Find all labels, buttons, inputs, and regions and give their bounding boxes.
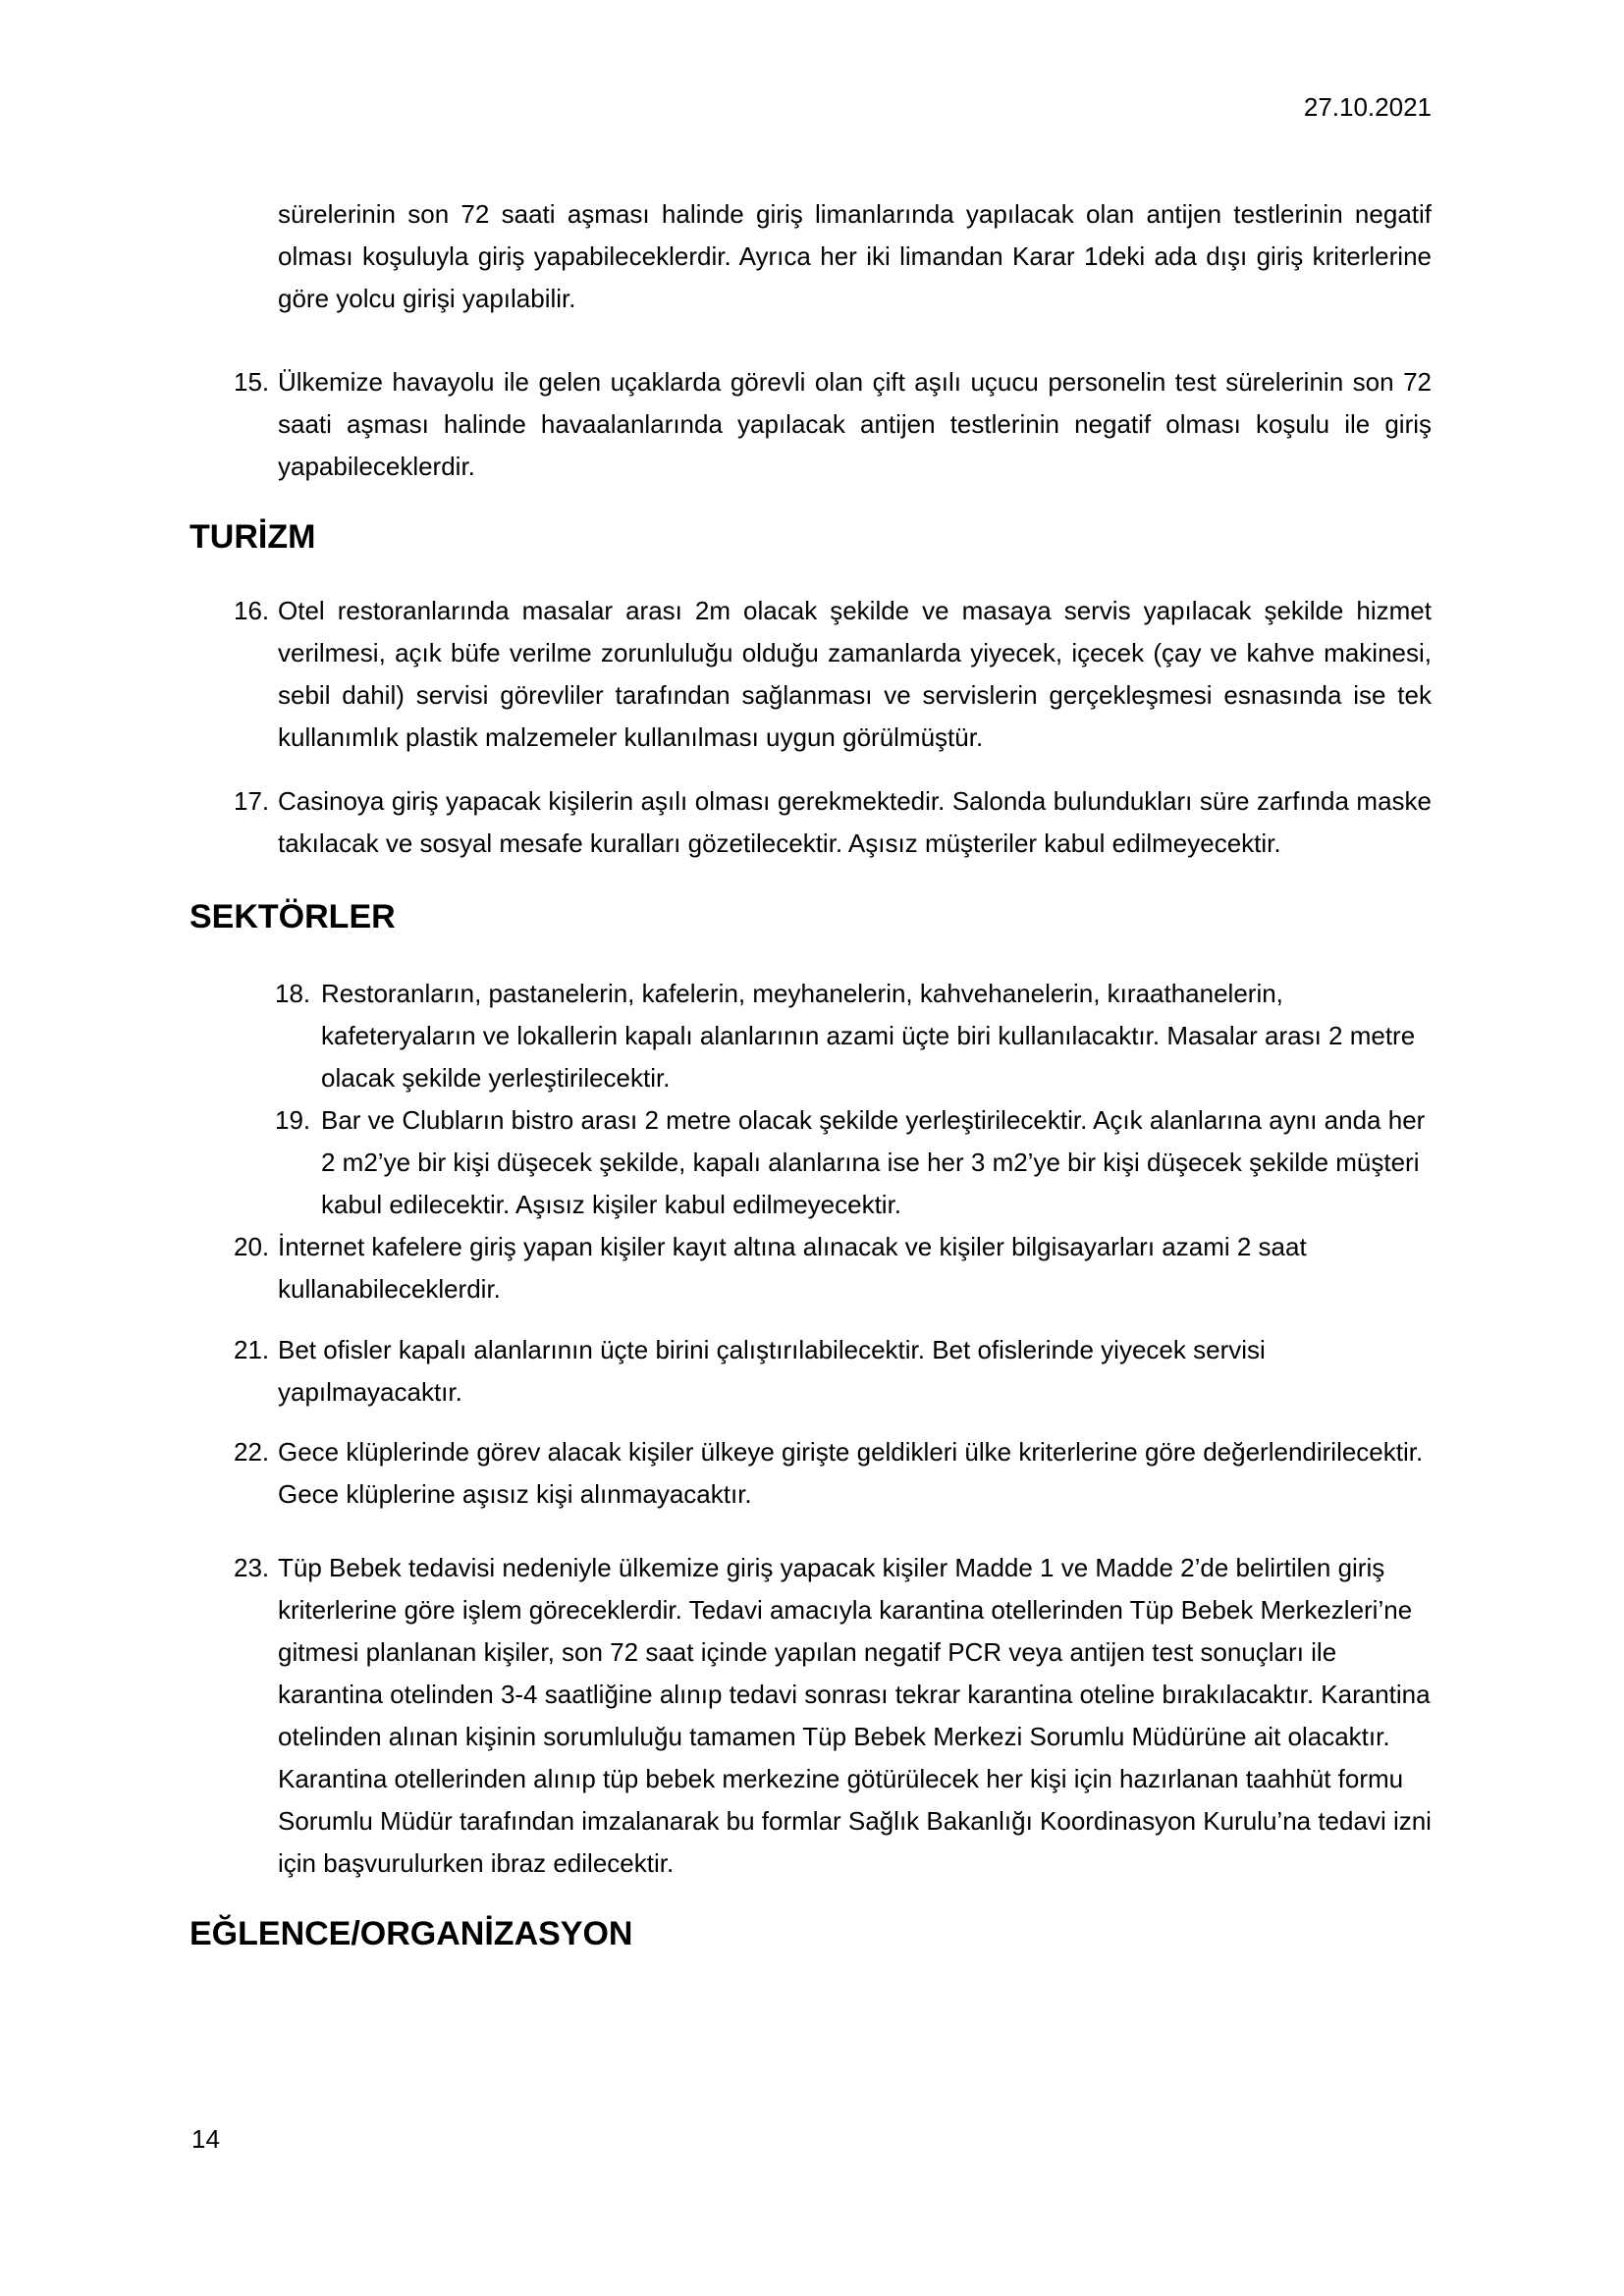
list-item-20 xyxy=(189,1226,1432,1310)
item-text: Tüp Bebek tedavisi nedeniyle ülkemize giriş yapacak kişiler Madde 1 ve Madde 2’de belirtilen giriş kriterlerine göre işlem göreceklerdir. Tedavi amacıyla karantina otellerinden Tüp Bebek Merkezleri’ne gitmesi planlanan kişiler, son 72 saat içinde yapılan negatif PCR veya antijen test sonuçları ile karantina otelinden 3-4 saatliğine alınıp tedavi sonrası tekrar karantina oteline bırakılacaktır. Karantina otelinden alınan kişinin sorumluluğu tamamen Tüp Bebek Merkezi Sorumlu Müdürüne ait olacaktır. Karantina otellerinden alınıp tüp bebek merkezine götürülecek her kişi için hazırlanan taahhüt formu Sorumlu Müdür tarafından imzalanarak bu formlar Sağlık Bakanlığı Koordinasyon Kurulu’na tedavi izni için başvurulurken ibraz edilecektir. xyxy=(278,1553,1432,1878)
list-item-16 xyxy=(189,590,1432,759)
item-text: Casinoya giriş yapacak kişilerin aşılı olması gerekmektedir. Salonda bulundukları süre zarfında maske takılacak ve sosyal mesafe kuralları gözetilecektir. Aşısız müşteriler kabul edilmeyecektir. xyxy=(278,786,1432,858)
list-item-21 xyxy=(189,1329,1432,1414)
section-heading-turizm: TURİZM xyxy=(189,518,316,556)
document-date: 27.10.2021 xyxy=(1303,92,1432,122)
item-text: Gece klüplerinde görev alacak kişiler ülkeye girişte geldikleri ülke kriterlerine göre değerlendirilecektir. Gece klüplerine aşısız kişi alınmayacaktır. xyxy=(278,1437,1424,1509)
list-item-19 xyxy=(189,1099,1432,1226)
item-text: Ülkemize havayolu ile gelen uçaklarda görevli olan çift aşılı uçucu personelin test sürelerinin son 72 saati aşması halinde havaalanlarında yapılacak antijen testlerinin negatif olması koşulu ile giriş yapabileceklerdir. xyxy=(278,367,1432,481)
item-text: Restoranların, pastanelerin, kafelerin, meyhanelerin, kahvehanelerin, kıraathanelerin, kafeteryaların ve lokallerin kapalı alanlarının azami üçte biri kullanılacaktır. Masalar arası 2 metre olacak şekilde yerleştirilecektir. xyxy=(321,979,1416,1093)
item-number: 20. xyxy=(234,1232,270,1261)
list-item-18 xyxy=(189,973,1432,1099)
item-number: 15. xyxy=(234,367,270,397)
item-number: 22. xyxy=(234,1437,270,1467)
section-heading-eglence: EĞLENCE/ORGANİZASYON xyxy=(189,1915,633,1952)
item-number: 21. xyxy=(234,1335,270,1364)
item-number: 16. xyxy=(234,596,270,625)
list-item-17 xyxy=(189,780,1432,865)
item-text: İnternet kafelere giriş yapan kişiler kayıt altına alınacak ve kişiler bilgisayarları azami 2 saat kullanabileceklerdir. xyxy=(278,1232,1307,1304)
list-item-15 xyxy=(189,361,1432,488)
section-heading-sektorler: SEKTÖRLER xyxy=(189,898,396,935)
page-number: 14 xyxy=(191,2124,220,2154)
intro-paragraph: sürelerinin son 72 saati aşması halinde giriş limanlarında yapılacak olan antijen testlerinin negatif olması koşuluyla giriş yapabileceklerdir. Ayrıca her iki limandan Karar 1deki ada dışı giriş kriterlerine göre yolcu girişi yapılabilir. xyxy=(278,199,1432,313)
list-item-22 xyxy=(189,1431,1432,1516)
item-number: 18. xyxy=(275,979,311,1008)
item-text: Otel restoranlarında masalar arası 2m olacak şekilde ve masaya servis yapılacak şekilde hizmet verilmesi, açık büfe verilme zorunluluğu olduğu zamanlarda yiyecek, içecek (çay ve kahve makinesi, sebil dahil) servisi görevliler tarafından sağlanması ve servislerin gerçekleşmesi esnasında ise tek kullanımlık plastik malzemeler kullanılması uygun görülmüştür. xyxy=(278,596,1432,752)
item-number: 19. xyxy=(275,1105,311,1135)
item-number: 23. xyxy=(234,1553,270,1582)
list-item-23 xyxy=(189,1547,1432,1885)
item-text: Bar ve Clubların bistro arası 2 metre olacak şekilde yerleştirilecektir. Açık alanlarına aynı anda her 2 m2’ye bir kişi düşecek şekilde, kapalı alanlarına ise her 3 m2’ye bir kişi düşecek şekilde müşteri kabul edilecektir. Aşısız kişiler kabul edilmeyecektir. xyxy=(321,1105,1426,1219)
item-number: 17. xyxy=(234,786,270,816)
item-text: Bet ofisler kapalı alanlarının üçte birini çalıştırılabilecektir. Bet ofislerinde yiyecek servisi yapılmayacaktır. xyxy=(278,1335,1266,1407)
